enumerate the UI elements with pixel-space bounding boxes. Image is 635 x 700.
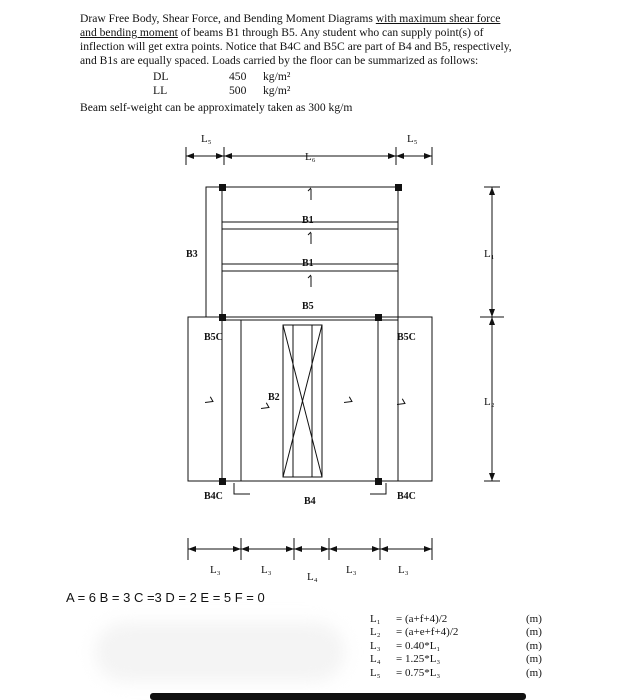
load-dl-name: DL — [153, 70, 169, 83]
definition-value: = 0.40*L₁ — [396, 639, 441, 652]
label-bottom-l3-4: L₃ — [398, 564, 409, 576]
problem-line-4: and B1s are equally spaced. Loads carried by the floor can be summarized as follows: — [80, 54, 479, 67]
column-mid-right — [375, 314, 382, 321]
label-b4c-left: B4C — [204, 491, 223, 502]
definition-value: = 1.25*L₃ — [396, 653, 441, 666]
label-bottom-l3-1: L₃ — [210, 564, 221, 576]
bottom-scrollbar[interactable] — [150, 693, 526, 700]
label-b1-upper: B1 — [302, 215, 314, 226]
load-dl-unit: kg/m² — [263, 70, 291, 83]
definition-value: = (a+f+4)/2 — [396, 613, 448, 625]
underlined-phrase-1: with maximum shear force — [375, 12, 501, 25]
label-right-l2: L₂ — [484, 396, 495, 408]
label-bottom-l3-3: L₃ — [346, 564, 357, 576]
problem-line-2-text: of beams B1 through B5. Any student who can supply point(s) of — [177, 26, 484, 39]
length-definitions — [370, 613, 566, 680]
stair-opening — [283, 325, 322, 477]
self-weight-note: Beam self-weight can be approximately taken as 300 kg/m — [80, 101, 353, 114]
top-bay-outline — [222, 187, 398, 317]
definition-key: L₅ — [370, 666, 381, 679]
label-b5c-right: B5C — [397, 332, 416, 343]
label-b1-lower: B1 — [302, 258, 314, 269]
definition-row — [370, 613, 566, 626]
label-top-left-l5: L₅ — [201, 133, 212, 145]
b3-bracket — [206, 187, 222, 317]
column-top-right — [395, 184, 402, 191]
label-bottom-l4: L₄ — [307, 571, 318, 583]
label-top-right-l5: L₅ — [407, 133, 418, 145]
column-top-left — [219, 184, 226, 191]
label-b3: B3 — [186, 249, 198, 260]
load-ll-value: 500 — [229, 84, 247, 97]
right-dimension-line — [480, 187, 504, 481]
load-ll-name: LL — [153, 84, 168, 97]
label-top-l6: L₆ — [305, 151, 316, 163]
column-mid-left — [219, 314, 226, 321]
definition-row — [370, 626, 566, 639]
dimension-arrowheads — [186, 153, 495, 552]
lower-bay-outline — [188, 317, 432, 481]
label-b4c-right: B4C — [397, 491, 416, 502]
parameter-equation: A = 6 B = 3 C =3 D = 2 E = 5 F = 0 — [66, 590, 265, 605]
label-right-l1: L₁ — [484, 248, 495, 260]
definition-unit: (m) — [526, 653, 542, 666]
bottom-dimension-line — [188, 538, 432, 560]
definition-unit: (m) — [526, 626, 542, 639]
definition-value: = (a+e+f+4)/2 — [396, 626, 459, 639]
definition-row — [370, 667, 566, 680]
load-ll-unit: kg/m² — [263, 84, 291, 97]
load-dl-value: 450 — [229, 70, 247, 83]
definition-unit: (m) — [526, 639, 542, 652]
blurred-region — [95, 622, 345, 682]
definition-key: L₃ — [370, 639, 381, 652]
label-b2: B2 — [268, 392, 280, 403]
problem-line-3: inflection will get extra points. Notice that B4C and B5C are part of B4 and B5, respectively, — [80, 40, 512, 53]
underlined-phrase-2: and bending moment — [80, 26, 178, 39]
b4c-left-bracket — [234, 483, 250, 494]
label-b4: B4 — [304, 496, 316, 507]
definition-unit: (m) — [526, 666, 542, 679]
definition-key: L₄ — [370, 653, 381, 666]
label-b5c-left: B5C — [204, 332, 223, 343]
label-bottom-l3-2: L₃ — [261, 564, 272, 576]
definition-key: L₂ — [370, 626, 381, 639]
definition-unit: (m) — [526, 613, 542, 625]
column-bottom-left — [219, 478, 226, 485]
definition-value: = 0.75*L₃ — [396, 666, 441, 679]
definition-row — [370, 653, 566, 666]
column-bottom-right — [375, 478, 382, 485]
definition-key: L₁ — [370, 613, 381, 625]
problem-line-1-text: Draw Free Body, Shear Force, and Bending Moment Diagrams — [80, 12, 376, 25]
definition-row — [370, 640, 566, 653]
label-b5: B5 — [302, 301, 314, 312]
